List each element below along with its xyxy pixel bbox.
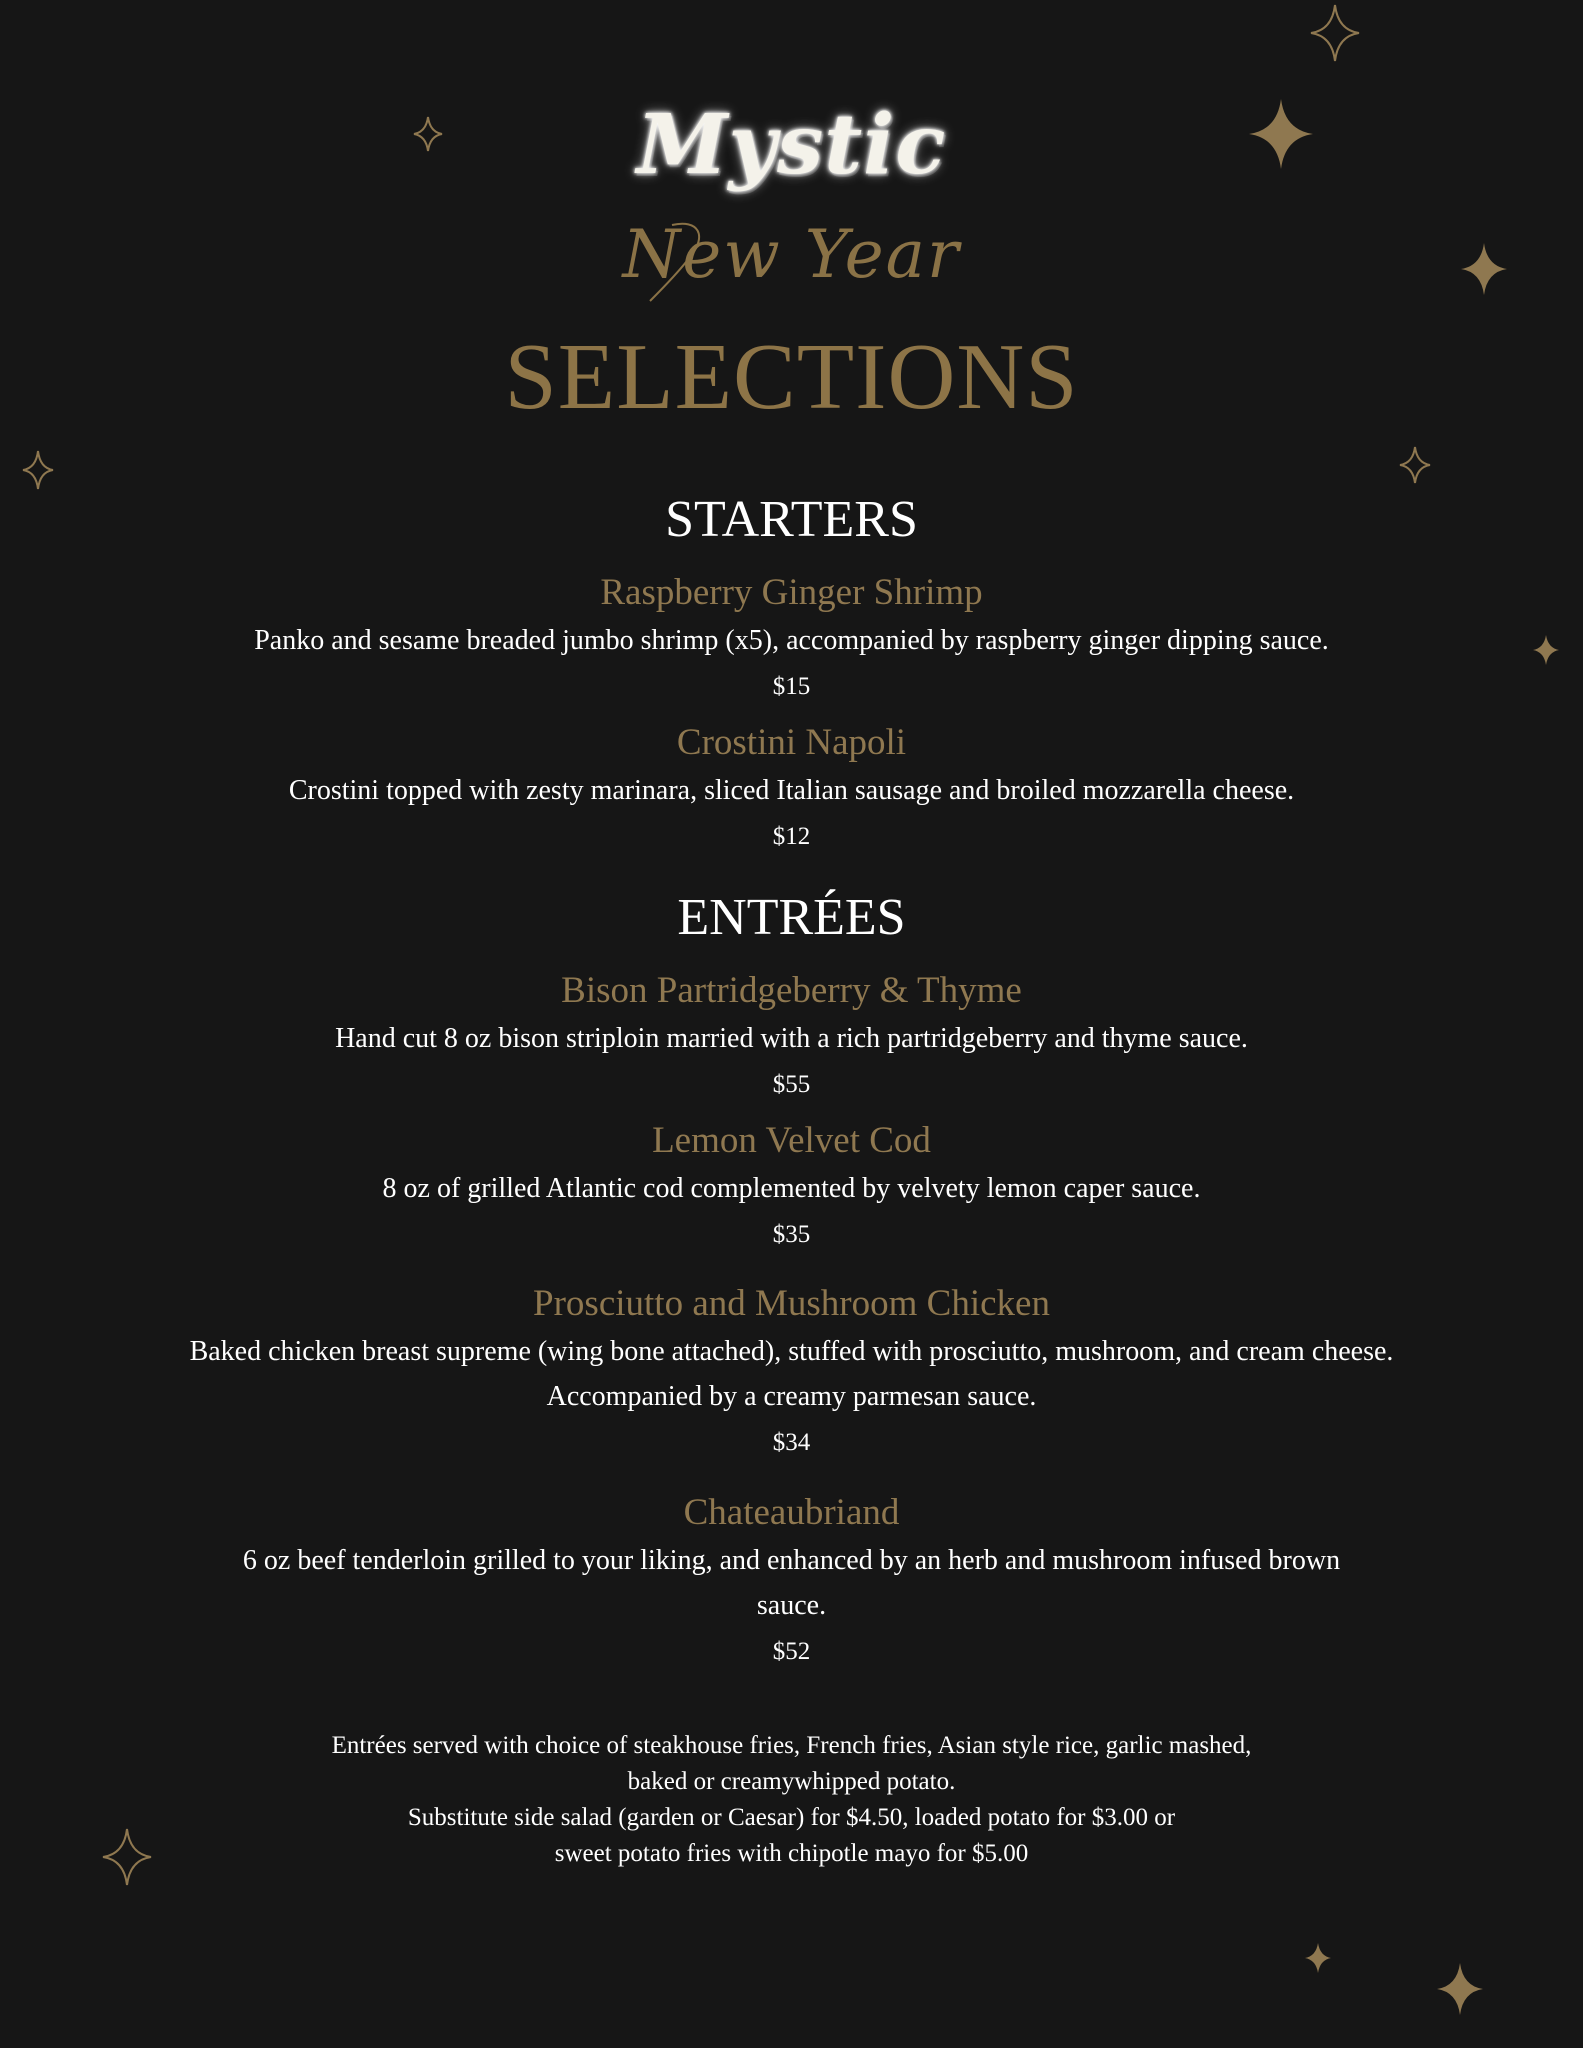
item-price: $12: [772, 823, 811, 850]
section-title-entrees: ENTRÉES: [677, 889, 906, 946]
notes-line: Substitute side salad (garden or Caesar) for $4.50, loaded potato for $3.00 or: [407, 1804, 1176, 1831]
item-name: Lemon Velvet Cod: [652, 1120, 931, 1161]
brand-logo: Mystic: [636, 97, 947, 193]
item-description: Panko and sesame breaded jumbo shrimp (x5), accompanied by raspberry ginger dipping sauce.: [254, 625, 1329, 656]
sparkle-outline-icon: [22, 450, 54, 490]
item-price: $15: [772, 673, 811, 700]
sparkle-outline-icon: [1310, 4, 1360, 62]
side-dish-notes: [200, 1728, 1383, 1872]
item-price: $52: [772, 1638, 811, 1665]
sparkle-filled-icon: [1436, 1962, 1484, 2016]
item-price: $55: [772, 1071, 811, 1098]
section-title-starters: STARTERS: [665, 491, 918, 548]
item-name: Prosciutto and Mushroom Chicken: [533, 1283, 1050, 1324]
item-name: Raspberry Ginger Shrimp: [600, 572, 983, 613]
item-name: Crostini Napoli: [676, 722, 907, 763]
item-description: 6 oz beef tenderloin grilled to your liking, and enhanced by an herb and mushroom infused brown sauce.: [242, 1545, 1341, 1621]
item-description: Hand cut 8 oz bison striploin married with a rich partridgeberry and thyme sauce.: [335, 1023, 1248, 1054]
item-description: Baked chicken breast supreme (wing bone attached), stuffed with prosciutto, mushroom, and cream cheese. Accompanied by a creamy parmesan sauce.: [189, 1336, 1394, 1412]
sparkle-filled-icon: [1532, 634, 1560, 666]
item-name: Bison Partridgeberry & Thyme: [561, 970, 1022, 1011]
main-title: SELECTIONS: [504, 325, 1079, 429]
sparkle-filled-icon: [1304, 1942, 1332, 1974]
script-title: New Year: [622, 216, 961, 293]
sparkle-outline-icon: [102, 1828, 152, 1886]
notes-line: Entrées served with choice of steakhouse fries, French fries, Asian style rice, garlic mashed,: [331, 1732, 1252, 1759]
item-description: 8 oz of grilled Atlantic cod complemented by velvety lemon caper sauce.: [382, 1173, 1201, 1204]
item-name: Chateaubriand: [683, 1492, 900, 1533]
item-price: $35: [772, 1221, 811, 1248]
item-description: Crostini topped with zesty marinara, sliced Italian sausage and broiled mozzarella cheese.: [288, 775, 1295, 806]
sparkle-outline-icon: [1399, 446, 1431, 484]
notes-line: baked or creamywhipped potato.: [627, 1768, 956, 1795]
notes-line: sweet potato fries with chipotle mayo for $5.00: [554, 1840, 1029, 1867]
item-price: $34: [772, 1429, 811, 1456]
